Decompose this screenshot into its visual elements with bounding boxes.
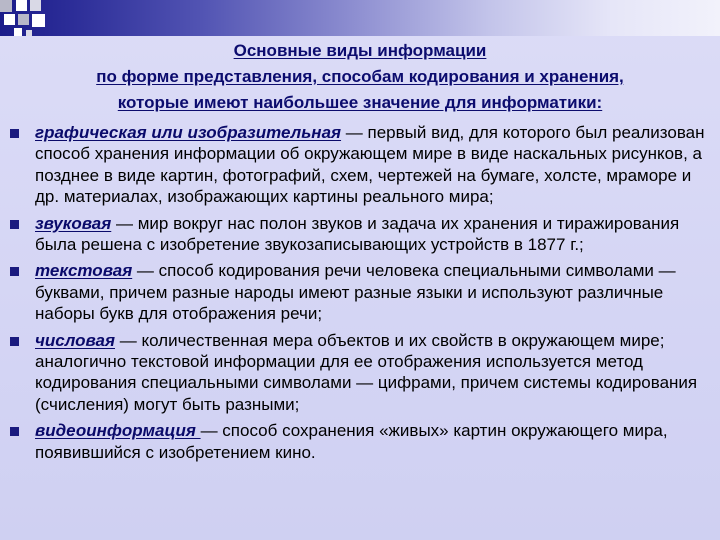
term-numeric: числовая bbox=[35, 330, 115, 350]
list-item-sound bbox=[0, 213, 720, 256]
term-text: текстовая bbox=[35, 261, 133, 281]
description-text: — способ кодирования речи человека специальными символами — буквами, причем разные народы имеют разные языки и используют различные наборы букв для отображения речи; bbox=[35, 261, 676, 324]
list-item-text bbox=[0, 260, 720, 324]
description-video: — способ сохранения «живых» картин окружающего мира, появившийся с изобретением кино. bbox=[35, 421, 668, 462]
description-sound: — мир вокруг нас полон звуков и задача их хранения и тиражирования была решена с изобретение звукозаписывающих устройств в 1877 г.; bbox=[35, 213, 680, 255]
square-bullet-icon bbox=[10, 267, 19, 276]
list-item-graphic bbox=[0, 122, 720, 208]
square-bullet-icon bbox=[10, 129, 19, 138]
description-numeric: — количественная мера объектов и их свойств в окружающем мире; аналогично текстовой информации для ее отображения используется метод кодирования специальными символами — цифрами, причем системы кодирования (счисления) могут быть разными; bbox=[35, 330, 698, 414]
list-item-video bbox=[0, 420, 720, 463]
list-item-numeric bbox=[0, 330, 720, 416]
term-sound: звуковая bbox=[35, 213, 112, 233]
term-graphic: графическая или изобразительная bbox=[35, 123, 342, 142]
info-types-list bbox=[0, 122, 720, 468]
term-video: видеоинформация bbox=[35, 421, 201, 441]
square-bullet-icon bbox=[10, 427, 19, 436]
description-graphic: — первый вид, для которого был реализован способ хранения информации об окружающем мире в виде наскальных рисунков, а позднее в виде картин, фотографий, схем, чертежей на бумаге, холсте, мраморе и др. материалах, изображающих картины реального мира; bbox=[35, 123, 705, 207]
square-bullet-icon bbox=[10, 220, 19, 229]
title-line-3: которые имеют наибольшее значение для информатики: bbox=[117, 93, 603, 112]
slide-title bbox=[0, 38, 720, 116]
title-line-2: по форме представления, способам кодирования и хранения, bbox=[96, 67, 624, 86]
title-line-1: Основные виды информации bbox=[233, 41, 487, 60]
square-bullet-icon bbox=[10, 337, 19, 346]
header-band bbox=[0, 0, 720, 36]
